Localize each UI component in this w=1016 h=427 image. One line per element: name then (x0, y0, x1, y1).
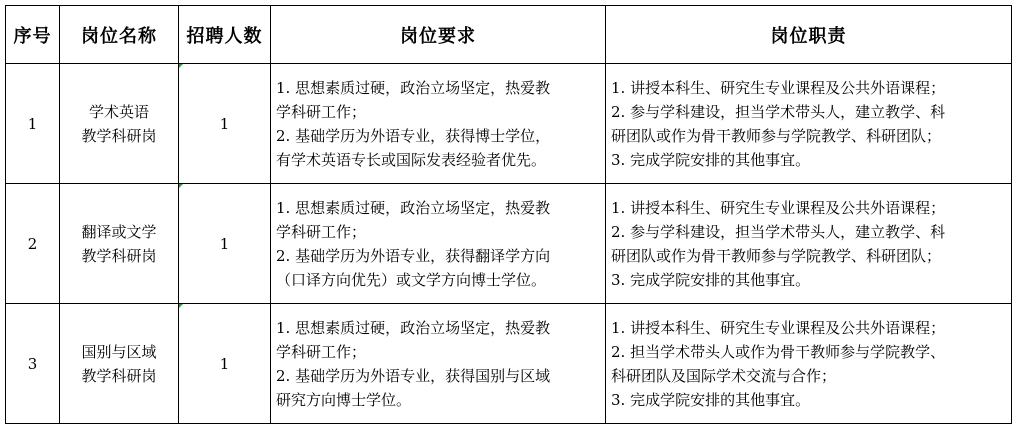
header-duties: 岗位职责 (606, 6, 1012, 64)
position-name-line: 学术英语 (88, 102, 149, 121)
position-name-line: 翻译或文学 (81, 222, 157, 241)
duties-line: 2. 参与学科建设，担当学术带头人，建立教学、科 (611, 222, 946, 241)
requirements-line: 2. 基础学历为外语专业，获得国别与区域 (276, 366, 551, 385)
header-index: 序号 (6, 6, 60, 64)
table-row (6, 184, 1012, 304)
duties-line: 2. 参与学科建设，担当学术带头人，建立教学、科 (611, 102, 946, 121)
row-index: 1 (6, 64, 60, 184)
header-row (6, 6, 1012, 64)
comment-marker (179, 184, 183, 188)
requirements-cell (271, 64, 606, 184)
table-row (6, 304, 1012, 424)
requirements-line: 1. 思想素质过硬，政治立场坚定，热爱教 (276, 198, 551, 217)
position-name-line: 教学科研岗 (81, 246, 157, 265)
requirements-line: 1. 思想素质过硬，政治立场坚定，热爱教 (276, 78, 551, 97)
requirements-line: 学科研工作； (276, 102, 367, 121)
hiring-count (179, 64, 271, 184)
position-name (60, 304, 179, 424)
duties-line: 3. 完成学院安排的其他事宜。 (611, 390, 811, 409)
duties-line: 1. 讲授本科生、研究生专业课程及公共外语课程； (611, 78, 946, 97)
duties-line: 科研团队及国际学术交流与合作； (611, 366, 837, 385)
position-name (60, 64, 179, 184)
duties-line: 2. 担当学术带头人或作为骨干教师参与学院教学、 (611, 342, 946, 361)
duties-line: 3. 完成学院安排的其他事宜。 (611, 270, 811, 289)
duties-line: 研团队或作为骨干教师参与学院教学、科研团队； (611, 246, 942, 265)
header-requirements: 岗位要求 (271, 6, 606, 64)
requirements-line: 2. 基础学历为外语专业，获得翻译学方向 (276, 246, 551, 265)
duties-cell (606, 304, 1012, 424)
header-hiring-count: 招聘人数 (179, 6, 271, 64)
requirements-line: （口译方向优先）或文学方向博士学位。 (276, 270, 547, 289)
requirements-line: 2. 基础学历为外语专业，获得博士学位， (276, 126, 551, 145)
position-name (60, 184, 179, 304)
requirements-line: 学科研工作； (276, 222, 367, 241)
comment-marker (179, 304, 183, 308)
table-row (6, 64, 1012, 184)
hiring-count-value: 1 (219, 354, 230, 373)
row-index: 3 (6, 304, 60, 424)
row-index: 2 (6, 184, 60, 304)
hiring-count (179, 184, 271, 304)
requirements-line: 学科研工作； (276, 342, 367, 361)
duties-cell (606, 64, 1012, 184)
comment-marker (179, 64, 183, 68)
position-name-line: 教学科研岗 (81, 126, 157, 145)
hiring-count-value: 1 (219, 114, 230, 133)
requirements-line: 1. 思想素质过硬，政治立场坚定，热爱教 (276, 318, 551, 337)
position-name-line: 国别与区域 (81, 342, 157, 361)
duties-cell (606, 184, 1012, 304)
duties-line: 1. 讲授本科生、研究生专业课程及公共外语课程； (611, 198, 946, 217)
duties-line: 1. 讲授本科生、研究生专业课程及公共外语课程； (611, 318, 946, 337)
recruitment-table (5, 5, 1012, 424)
header-position-name: 岗位名称 (60, 6, 179, 64)
hiring-count (179, 304, 271, 424)
requirements-line: 有学术英语专长或国际发表经验者优先。 (276, 150, 547, 169)
requirements-cell (271, 184, 606, 304)
duties-line: 3. 完成学院安排的其他事宜。 (611, 150, 811, 169)
duties-line: 研团队或作为骨干教师参与学院教学、科研团队； (611, 126, 942, 145)
hiring-count-value: 1 (219, 234, 230, 253)
position-name-line: 教学科研岗 (81, 366, 157, 385)
requirements-line: 研究方向博士学位。 (276, 390, 412, 409)
requirements-cell (271, 304, 606, 424)
